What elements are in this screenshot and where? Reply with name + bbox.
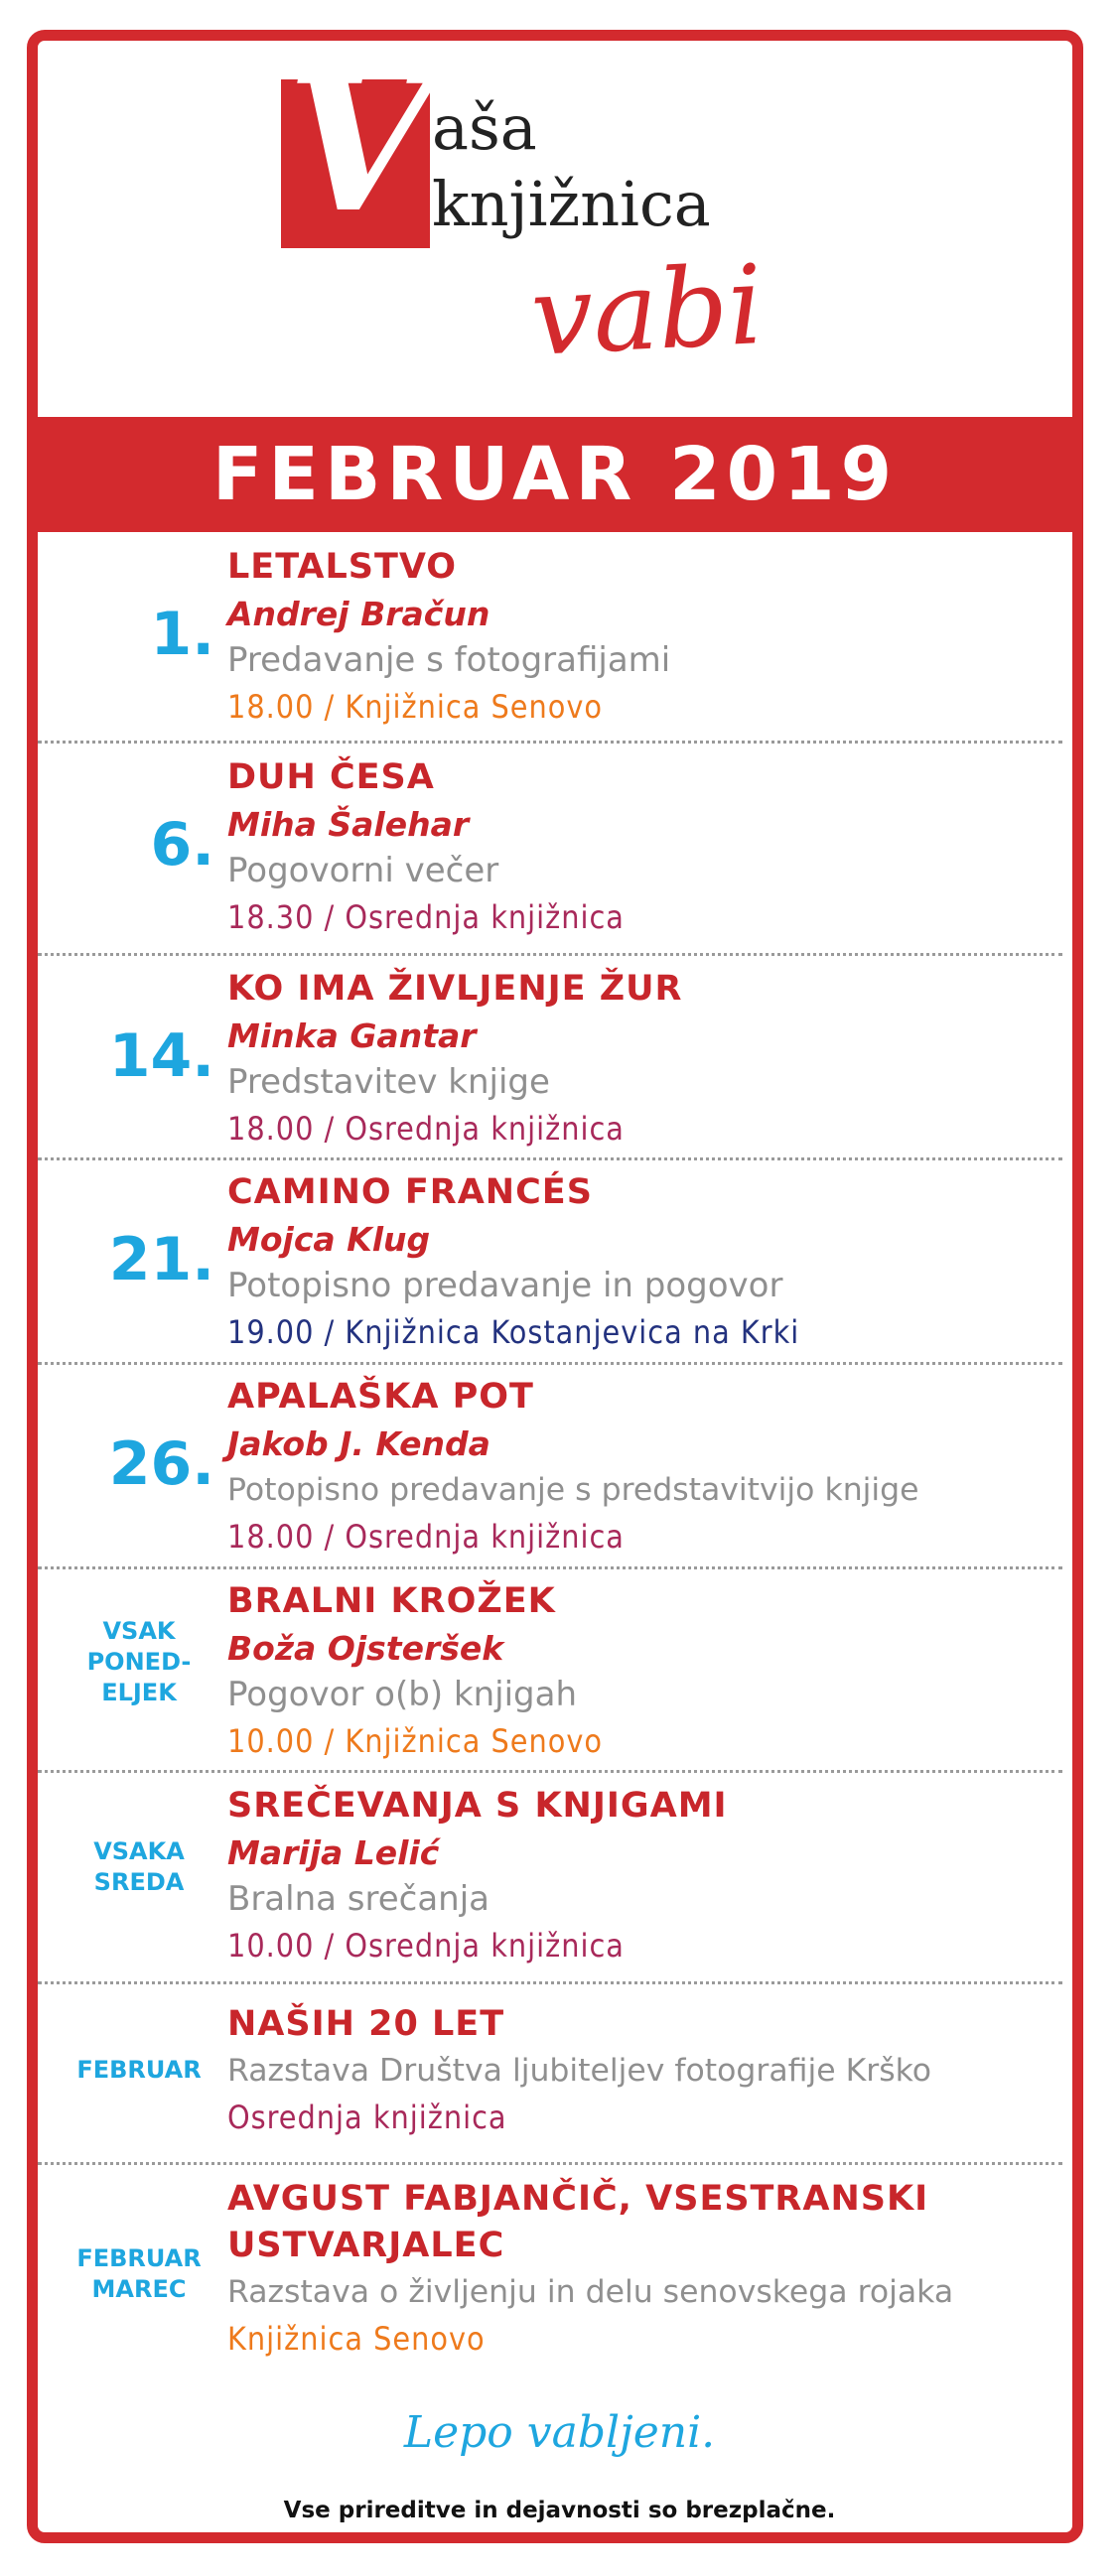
divider — [38, 741, 1062, 744]
event-title: DUH ČESA — [227, 757, 435, 797]
event-date: 1. — [150, 600, 214, 669]
event-location: 18.30 / Osrednja knjižnica — [227, 898, 625, 936]
event-person: Marija Lelić — [227, 1833, 440, 1872]
divider — [38, 1566, 1062, 1569]
divider — [38, 1981, 1062, 1984]
event-person: Boža Ojsteršek — [227, 1629, 504, 1668]
event-title: KO IMA ŽIVLJENJE ŽUR — [227, 969, 683, 1009]
event-date — [38, 1616, 240, 1708]
event-date: 26. — [108, 1429, 214, 1499]
event-description: Razstava Društva ljubiteljev fotografije Krško — [227, 2053, 932, 2089]
month-title: FEBRUAR 2019 — [211, 432, 899, 517]
event-date — [38, 2055, 240, 2086]
logo-mark-letter: V — [287, 33, 434, 254]
event-date: 21. — [108, 1225, 214, 1294]
event-date-line: PONED- — [86, 1648, 192, 1676]
event-date: 6. — [150, 810, 214, 880]
event-location: 10.00 / Osrednja knjižnica — [227, 1927, 625, 1965]
event-description: Potopisno predavanje in pogovor — [227, 1266, 783, 1305]
event-date-line: VSAK — [102, 1617, 176, 1645]
event-title: NAŠIH 20 LET — [227, 2004, 505, 2044]
event-description: Pogovorni večer — [227, 851, 499, 890]
event-title-continued: USTVARJALEC — [227, 2226, 505, 2265]
divider — [38, 953, 1062, 956]
event-location: Osrednja knjižnica — [227, 2099, 507, 2136]
library-logo — [281, 33, 787, 397]
event-title: CAMINO FRANCÉS — [227, 1172, 593, 1212]
event-date-line: VSAKA — [93, 1837, 185, 1865]
event-person: Mojca Klug — [227, 1220, 431, 1259]
event-date-line: FEBRUAR — [76, 2244, 202, 2272]
event-person: Jakob J. Kenda — [227, 1424, 490, 1463]
event-date-line: SREDA — [93, 1868, 185, 1896]
event-description: Predavanje s fotografijami — [227, 640, 671, 680]
logo-text-line1: aša — [432, 91, 537, 164]
divider — [38, 1157, 1062, 1160]
event-title: LETALSTVO — [227, 547, 458, 587]
event-title: SREČEVANJA S KNJIGAMI — [227, 1786, 728, 1826]
event-person: Minka Gantar — [227, 1017, 477, 1055]
event-description: Razstava o življenju in delu senovskega rojaka — [227, 2274, 954, 2310]
free-admission-note: Vse prireditve in dejavnosti so brezplačne. — [283, 2498, 836, 2523]
logo-script: vabi — [527, 240, 767, 381]
event-date-line: ELJEK — [101, 1679, 177, 1706]
event-location: 18.00 / Osrednja knjižnica — [227, 1110, 625, 1148]
logo-mark — [281, 33, 434, 254]
event-title: AVGUST FABJANČIČ, VSESTRANSKI — [227, 2179, 929, 2219]
event-description: Pogovor o(b) knjigah — [227, 1675, 578, 1714]
event-location: 18.00 / Osrednja knjižnica — [227, 1518, 625, 1556]
logo-text-line2: knjižnica — [432, 168, 711, 240]
divider — [38, 1770, 1062, 1773]
event-location: 19.00 / Knjižnica Kostanjevica na Krki — [227, 1313, 800, 1351]
event-location: Knjižnica Senovo — [227, 2320, 486, 2358]
closing-greeting: Lepo vabljeni. — [403, 2407, 716, 2458]
event-date-line: MAREC — [91, 2275, 187, 2303]
event-person: Miha Šalehar — [227, 805, 470, 844]
event-person: Andrej Bračun — [227, 595, 490, 633]
event-date — [38, 1836, 240, 1898]
event-date-line: FEBRUAR — [76, 2056, 202, 2084]
month-banner — [38, 417, 1072, 532]
event-location: 18.00 / Knjižnica Senovo — [227, 688, 603, 726]
event-description: Bralna srečanja — [227, 1879, 490, 1919]
divider — [38, 2162, 1062, 2165]
divider — [38, 1362, 1062, 1365]
event-title: BRALNI KROŽEK — [227, 1581, 556, 1621]
event-description: Potopisno predavanje s predstavitvijo knjige — [227, 1472, 919, 1508]
event-date — [38, 2243, 240, 2305]
event-date: 14. — [108, 1021, 214, 1091]
event-title: APALAŠKA POT — [227, 1377, 534, 1417]
event-location: 10.00 / Knjižnica Senovo — [227, 1722, 603, 1760]
event-description: Predstavitev knjige — [227, 1062, 550, 1102]
